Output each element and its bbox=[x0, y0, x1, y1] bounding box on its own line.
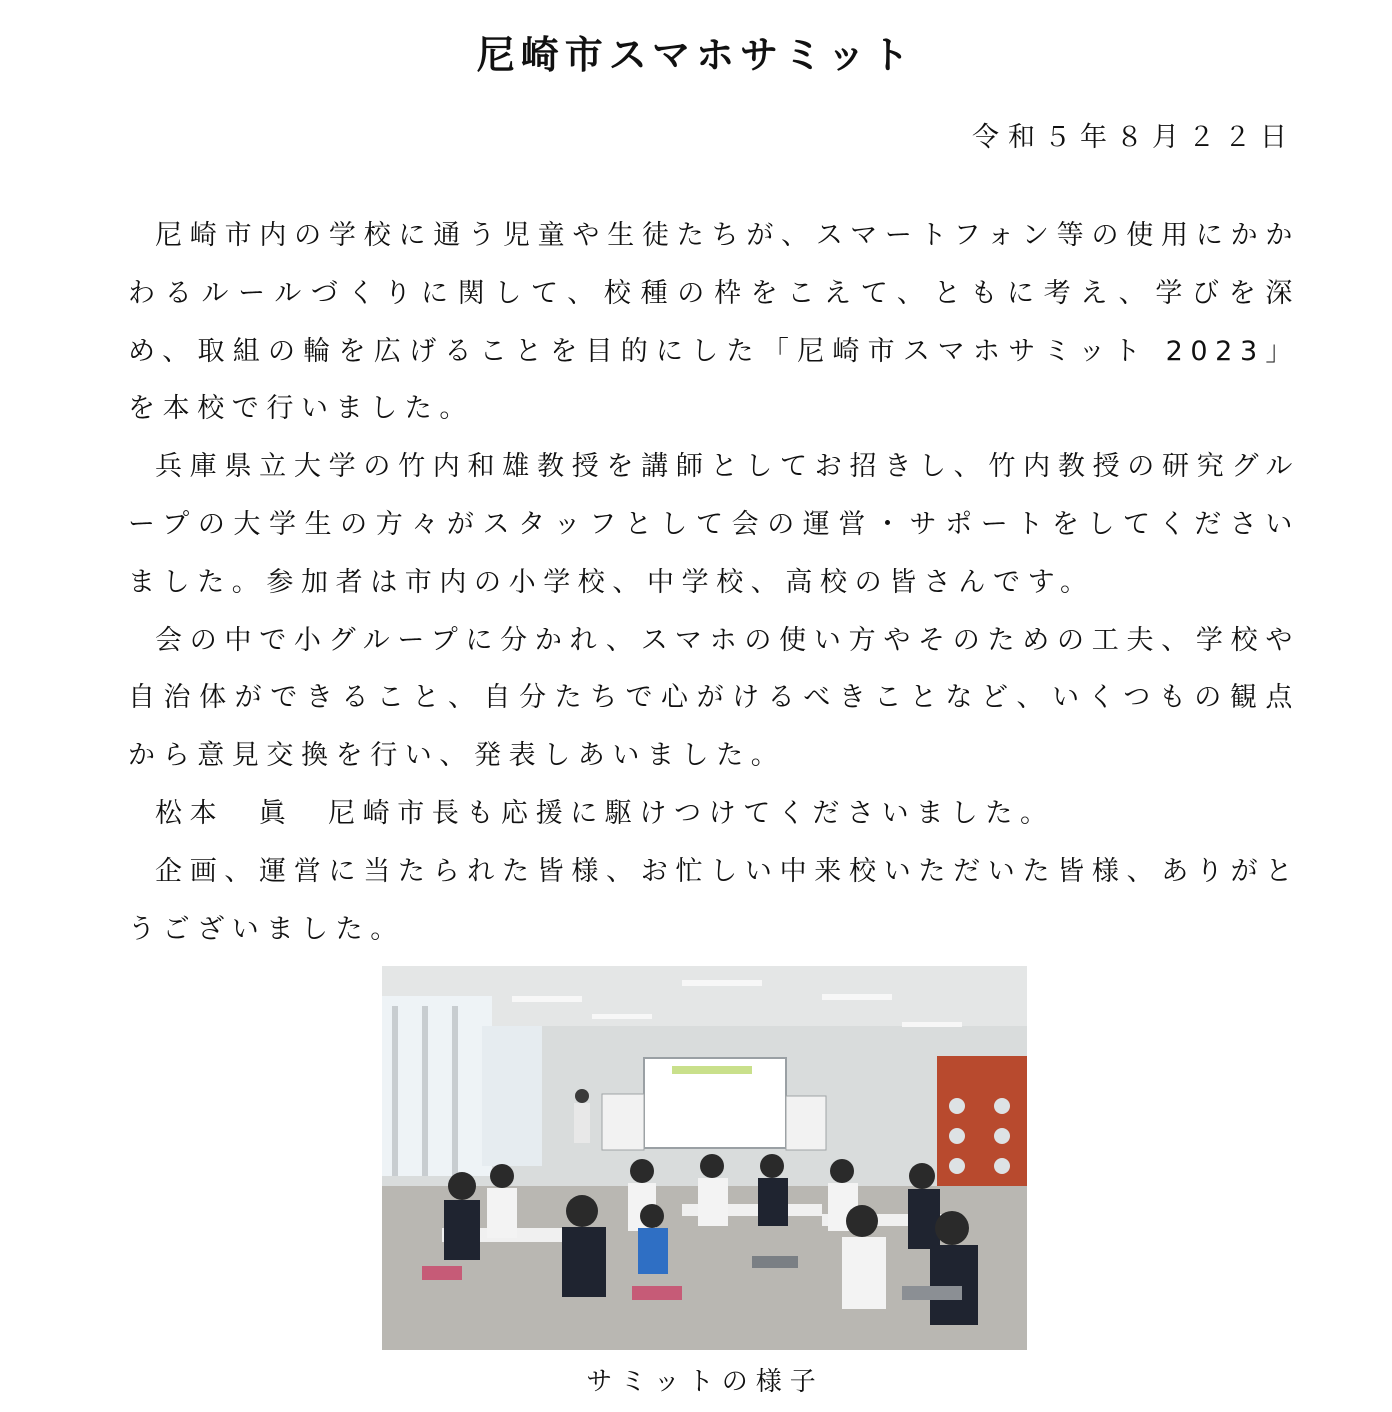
paragraph-purpose: 尼崎市内の学校に通う児童や生徒たちが、スマートフォン等の使用にかかわるルールづくりに関して、校種の枠をこえて、ともに考え、学びを深め、取組の輪を広げることを目的にした「尼崎市スマホサミット 2023」を本校で行いました。 bbox=[128, 220, 1300, 425]
page-title: 尼崎市スマホサミット bbox=[476, 33, 916, 77]
paragraph-lecturer: 兵庫県立大学の竹内和雄教授を講師としてお招きし、竹内教授の研究グループの大学生の方々がスタッフとして会の運営・サポートをしてくださいました。参加者は市内の小学校、中学校、高校の皆さんです。 bbox=[128, 451, 1300, 598]
paragraph-discussion: 会の中で小グループに分かれ、スマホの使い方やそのための工夫、学校や自治体ができること、自分たちで心がけるべきことなど、いくつもの観点から意見交換を行い、発表しあいました。 bbox=[128, 624, 1300, 772]
paragraph-thanks: 企画、運営に当たられた皆様、お忙しい中来校いただいた皆様、ありがとうございました。 bbox=[128, 855, 1300, 945]
date-line: 令和５年８月２２日 bbox=[972, 122, 1296, 153]
article-body bbox=[128, 207, 1300, 958]
summit-photo bbox=[382, 966, 1027, 1350]
photo-caption: サミットの様子 bbox=[586, 1367, 824, 1397]
paragraph-mayor: 松本 眞 尼崎市長も応援に駆けつけてくださいました。 bbox=[155, 797, 1055, 829]
